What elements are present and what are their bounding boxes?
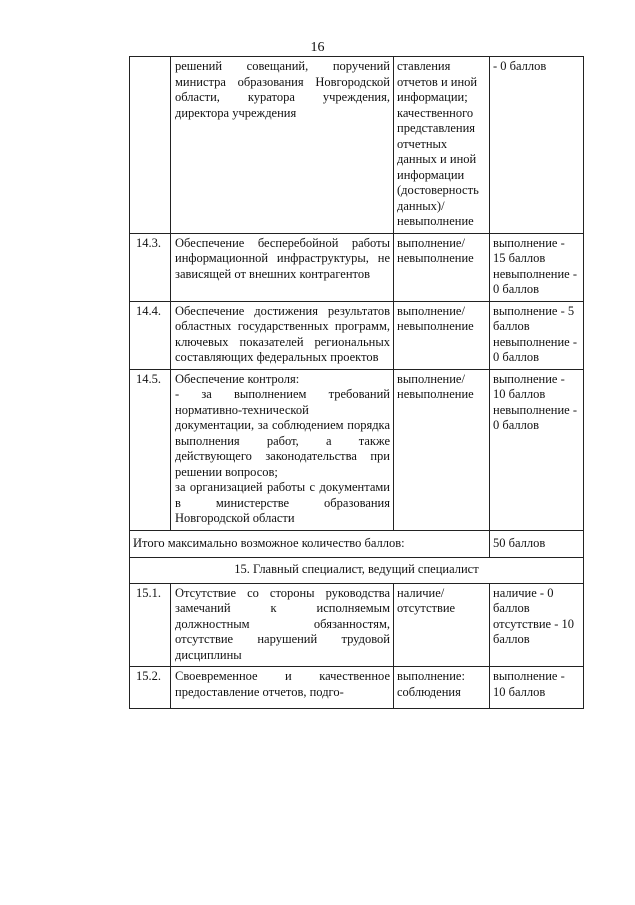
row-score: - 0 баллов xyxy=(490,57,584,234)
table-row-14-3 xyxy=(130,233,584,301)
score-line: отсутствие - 10 баллов xyxy=(493,616,575,646)
row-description: Своевременное и качественное предоставление отчетов, подго- xyxy=(171,667,394,709)
table-row-15-2 xyxy=(130,667,584,709)
score-line: невыполнение - 0 баллов xyxy=(493,266,578,296)
row-mode: выполнение/невыполнение xyxy=(394,301,490,369)
score-line: выполнение - 10 баллов xyxy=(493,371,565,401)
criteria-table xyxy=(129,56,584,709)
total-value: 50 баллов xyxy=(490,530,584,558)
row-description: Обеспечение достижения результатов областных государственных программ, ключевых показателей региональных составляющих федеральных проектов xyxy=(171,301,394,369)
description-line: Обеспечение контроля: xyxy=(175,371,300,386)
table-row-14-4 xyxy=(130,301,584,369)
row-score xyxy=(490,369,584,530)
row-score xyxy=(490,233,584,301)
table-row-continuation xyxy=(130,57,584,234)
row-number: 14.5. xyxy=(130,369,171,530)
description-line: за организацией работы с документами в министерстве образования Новгородской области xyxy=(175,480,390,525)
page-number: 16 xyxy=(310,40,325,55)
score-line: невыполнение - 0 баллов xyxy=(493,334,578,364)
row-score: выполнение - 10 баллов xyxy=(490,667,584,709)
row-description: Отсутствие со стороны руководства замечаний к исполняемым должностным обязанностям, отсутствие нарушений трудовой дисциплины xyxy=(171,583,394,667)
score-line: выполнение - 15 баллов xyxy=(493,235,565,265)
total-label: Итого максимально возможное количество баллов: xyxy=(130,530,490,558)
criteria-table-body xyxy=(130,57,584,709)
row-mode: выполнение/невыполнение xyxy=(394,369,490,530)
score-line: наличие - 0 баллов xyxy=(493,585,554,615)
row-number: 14.4. xyxy=(130,301,171,369)
row-description: решений совещаний, поручений министра образования Новгородской области, куратора учреждения, директора учреждения xyxy=(171,57,394,234)
description-line: - за выполнением требований нормативно-технической документации, за соблюдением порядка выполнения работ, а также действующего законодательства при решении вопросов; xyxy=(175,387,390,479)
row-number: 15.1. xyxy=(130,583,171,667)
row-mode: выполнение: соблюдения xyxy=(394,667,490,709)
row-mode: наличие/отсутствие xyxy=(394,583,490,667)
table-row-section-heading xyxy=(130,558,584,584)
row-mode: выполнение/невыполнение xyxy=(394,233,490,301)
row-number xyxy=(130,57,171,234)
table-row-14-5 xyxy=(130,369,584,530)
row-number: 15.2. xyxy=(130,667,171,709)
row-description: Обеспечение бесперебойной работы информационной инфраструктуры, не зависящей от внешних контрагентов xyxy=(171,233,394,301)
row-score xyxy=(490,301,584,369)
score-line: выполнение - 5 баллов xyxy=(493,303,575,333)
row-score xyxy=(490,583,584,667)
score-line: невыполнение - 0 баллов xyxy=(493,402,578,432)
table-row-15-1 xyxy=(130,583,584,667)
row-mode: ставления отчетов и иной информации; качественного представления отчетных данных и иной информации (достоверность данных)/невыполнение xyxy=(394,57,490,234)
row-description xyxy=(171,369,394,530)
table-row-total xyxy=(130,530,584,558)
section-title: 15. Главный специалист, ведущий специалист xyxy=(130,558,584,584)
row-number: 14.3. xyxy=(130,233,171,301)
